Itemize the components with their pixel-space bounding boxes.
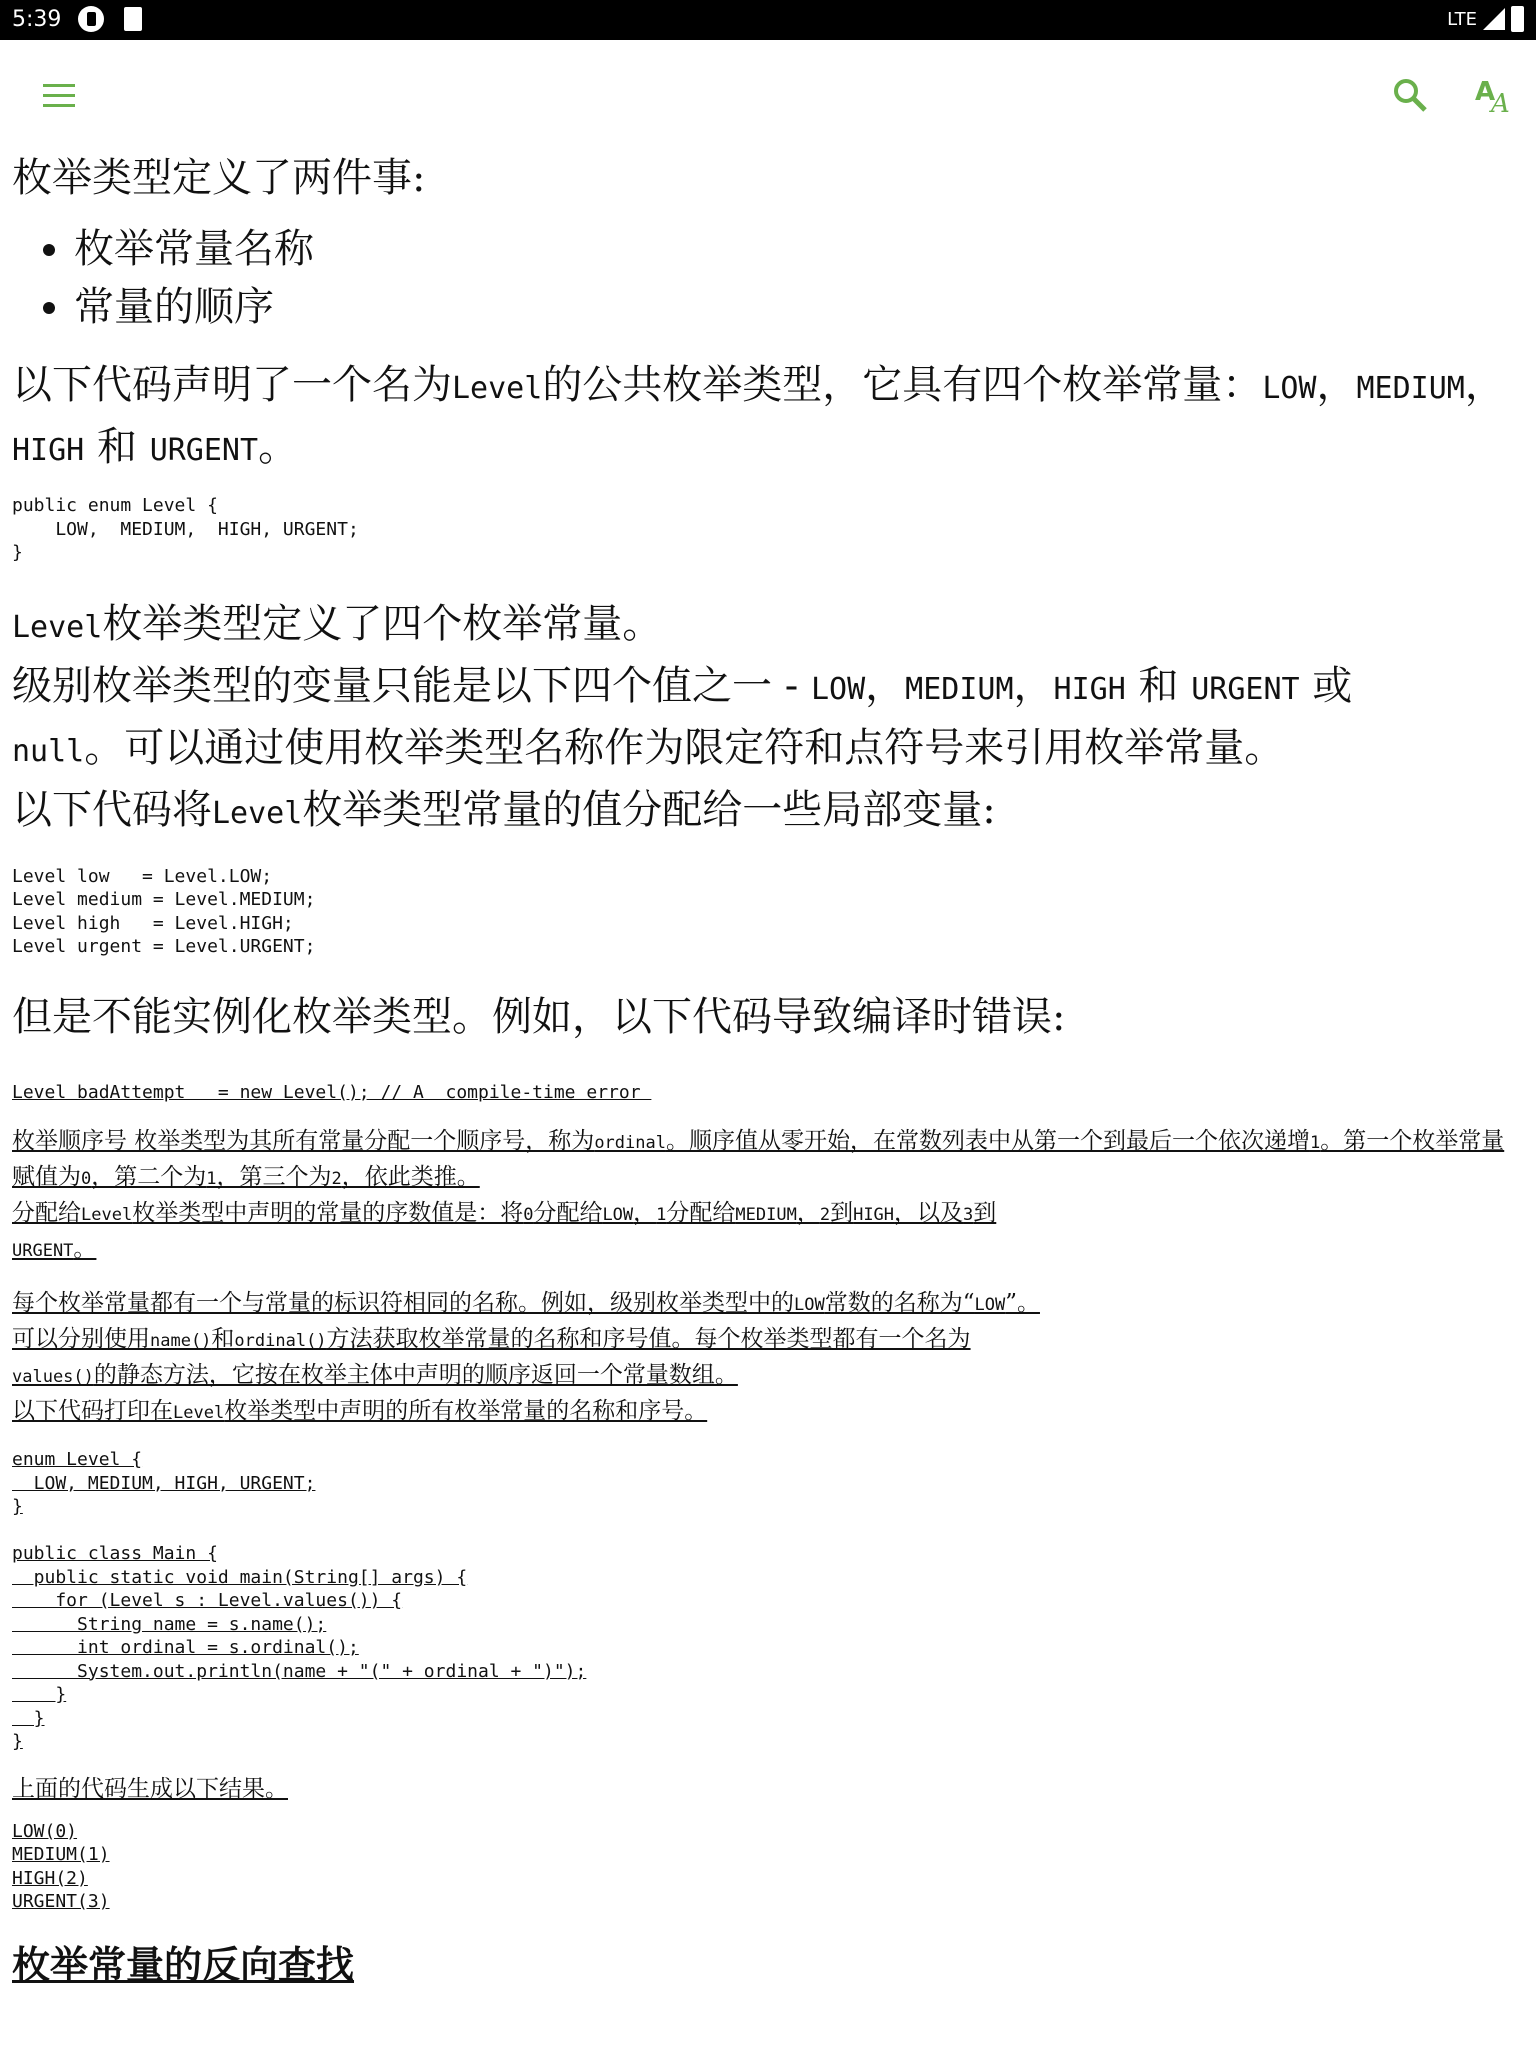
code-block-assign: Level low = Level.LOW; Level medium = Level.MEDIUM; Level high = Level.HIGH; Level urgent = Level.URGENT; xyxy=(12,865,316,957)
search-icon[interactable] xyxy=(1393,78,1427,112)
article-content xyxy=(12,150,1512,1990)
signal-icon xyxy=(1483,8,1505,30)
list-item: • 常量的顺序 xyxy=(74,278,1512,336)
paragraph-ordinal: 枚举顺序号 枚举类型为其所有常量分配一个顺序号，称为ordinal。顺序值从零开始，在常数列表中从第一个到最后一个依次递增1。第一个枚举常量赋值为0，第二个为1，第三个为2，依此类推。 分配给Level枚举类型中声明的常量的序数值是：将0分配给LOW，1分配给MEDIUM，2到HIGH，以及3到 URGENT。 xyxy=(12,1128,1505,1262)
section-heading-reverse-lookup: 枚举常量的反向查找 xyxy=(12,1941,355,1987)
list-item: • 枚举常量名称 xyxy=(74,220,1512,278)
battery-icon xyxy=(1511,6,1524,32)
intro-list xyxy=(12,220,1512,336)
status-time: 5:39 xyxy=(12,7,62,32)
paragraph-enum-usage: Level枚举类型定义了四个枚举常量。 级别枚举类型的变量只能是以下四个值之一 - LOW，MEDIUM，HIGH 和 URGENT 或 null。可以通过使用枚举类型名称作为限定符和点符号来引用枚举常量。 以下代码将Level枚举类型常量的值分配给一些局部变量: xyxy=(12,600,1353,833)
paragraph-enum-declare: 以下代码声明了一个名为Level的公共枚举类型，它具有四个枚举常量：LOW，MEDIUM，HIGH 和 URGENT。 xyxy=(12,362,1505,470)
network-type: LTE xyxy=(1447,8,1477,30)
font-size-icon[interactable] xyxy=(1473,74,1513,114)
paragraph-result: 上面的代码生成以下结果。 xyxy=(12,1775,288,1802)
sync-icon xyxy=(78,6,104,32)
menu-icon[interactable] xyxy=(43,84,75,108)
paragraph-name: 每个枚举常量都有一个与常量的标识符相同的名称。例如，级别枚举类型中的LOW常数的名称为“LOW”。 可以分别使用name()和ordinal()方法获取枚举常量的名称和序号值。每个枚举类型都有一个名为 values()的静态方法，它按在枚举主体中声明的顺序返回一个常量数组。 以下代码打印在Level枚举类型中声明的所有枚举常量的名称和序号。 xyxy=(12,1290,1040,1424)
paragraph-no-instantiate: 但是不能实例化枚举类型。例如，以下代码导致编译时错误: xyxy=(12,993,1066,1040)
intro-heading: 枚举类型定义了两件事: xyxy=(12,155,426,201)
code-block-error: Level badAttempt = new Level(); // A compile-time error xyxy=(12,1081,652,1103)
status-bar xyxy=(0,0,1536,40)
svg-text:A: A xyxy=(1491,89,1510,114)
app-bar xyxy=(0,40,1536,150)
svg-text:A: A xyxy=(1475,77,1496,107)
code-block-enum-declare: public enum Level { LOW, MEDIUM, HIGH, URGENT; } xyxy=(12,495,359,563)
code-block-output: LOW(0) MEDIUM(1) HIGH(2) URGENT(3) xyxy=(12,1820,110,1912)
status-right xyxy=(1447,6,1524,32)
code-block-values-loop: enum Level { LOW, MEDIUM, HIGH, URGENT; } public class Main { public static void main(String[] args) { for (Level s : Level.values()) { String name = s.name(); int ordinal = s.ordinal(); System.out.println(name + "(" + ordinal + ")"); } } } xyxy=(12,1449,587,1752)
sd-card-icon xyxy=(124,7,142,31)
